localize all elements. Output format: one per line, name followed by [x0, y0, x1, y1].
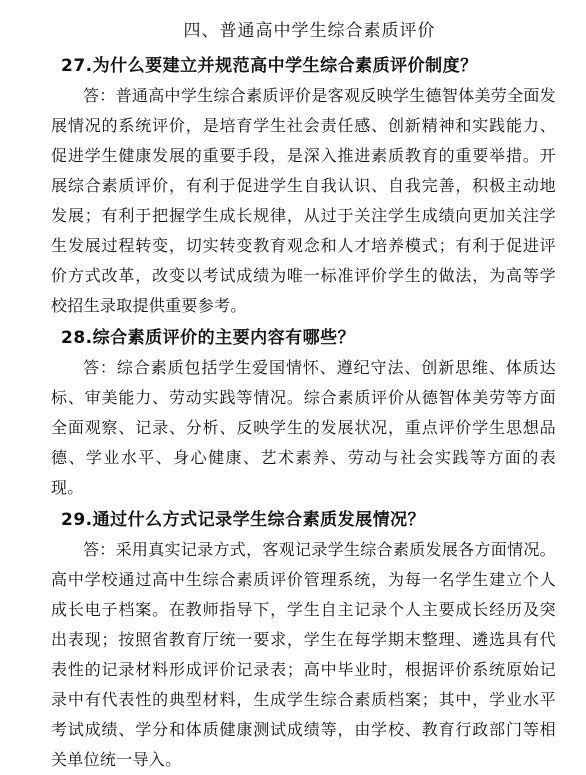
section-title: 四、普通高中学生综合素质评价: [183, 21, 436, 41]
question-heading: 27.为什么要建立并规范高中学生综合素质评价制度？: [61, 56, 478, 76]
answer-paragraph: [51, 535, 556, 775]
answer-prefix: 答：: [83, 540, 116, 559]
answer-prefix: 答：: [83, 358, 117, 377]
answer-text: 采用真实记录方式，客观记录学生综合素质发展各方面情况。高中学校通过高中生综合素质评价管理系统，为每一名学生建立个人成长电子档案。在教师指导下，学生自主记录个人主要成长经历及突出表现；按照省教育厅统一要求，学生在每学期末整理、遴选具有代表性的记录材料形成评价记录表；高中毕业时，根据评价系统原始记录中有代表性的典型材料，生成学生综合素质档案；其中，学业水平考试成绩、学分和体质健康测试成绩等，由学校、教育行政部门等相关单位统一导入。: [51, 540, 556, 769]
qa-item-27: [51, 51, 556, 321]
answer-text: 普通高中学生综合素质评价是客观反映学生德智体美劳全面发展情况的系统评价，是培育学生社会责任感、创新精神和实践能力、促进学生健康发展的重要手段，是深入推进素质教育的重要举措。开展综合素质评价，有利于促进学生自我认识、自我完善，积极主动地发展；有利于把握学生成长规律，从过于关注学生成绩向更加关注学生发展过程转变，切实转变教育观念和人才培养模式；有利于促进评价方式改革，改变以考试成绩为唯一标准评价学生的做法，为高等学校招生录取提供重要参考。: [51, 86, 556, 315]
answer-paragraph: [51, 81, 556, 321]
answer-prefix: 答：: [83, 86, 116, 105]
question-heading: 29.通过什么方式记录学生综合素质发展情况？: [61, 510, 426, 530]
qa-item-29: [51, 505, 556, 775]
question-heading: 28.综合素质评价的主要内容有哪些？: [61, 328, 356, 348]
qa-item-28: [51, 323, 556, 503]
answer-text: 综合素质包括学生爱国情怀、遵纪守法、创新思维、体质达标、审美能力、劳动实践等情况。综合素质评价从德智体美劳等方面全面观察、记录、分析、反映学生的发展状况，重点评价学生思想品德、学业水平、身心健康、艺术素养、劳动与社会实践等方面的表现。: [51, 358, 556, 497]
answer-paragraph: [51, 353, 556, 503]
